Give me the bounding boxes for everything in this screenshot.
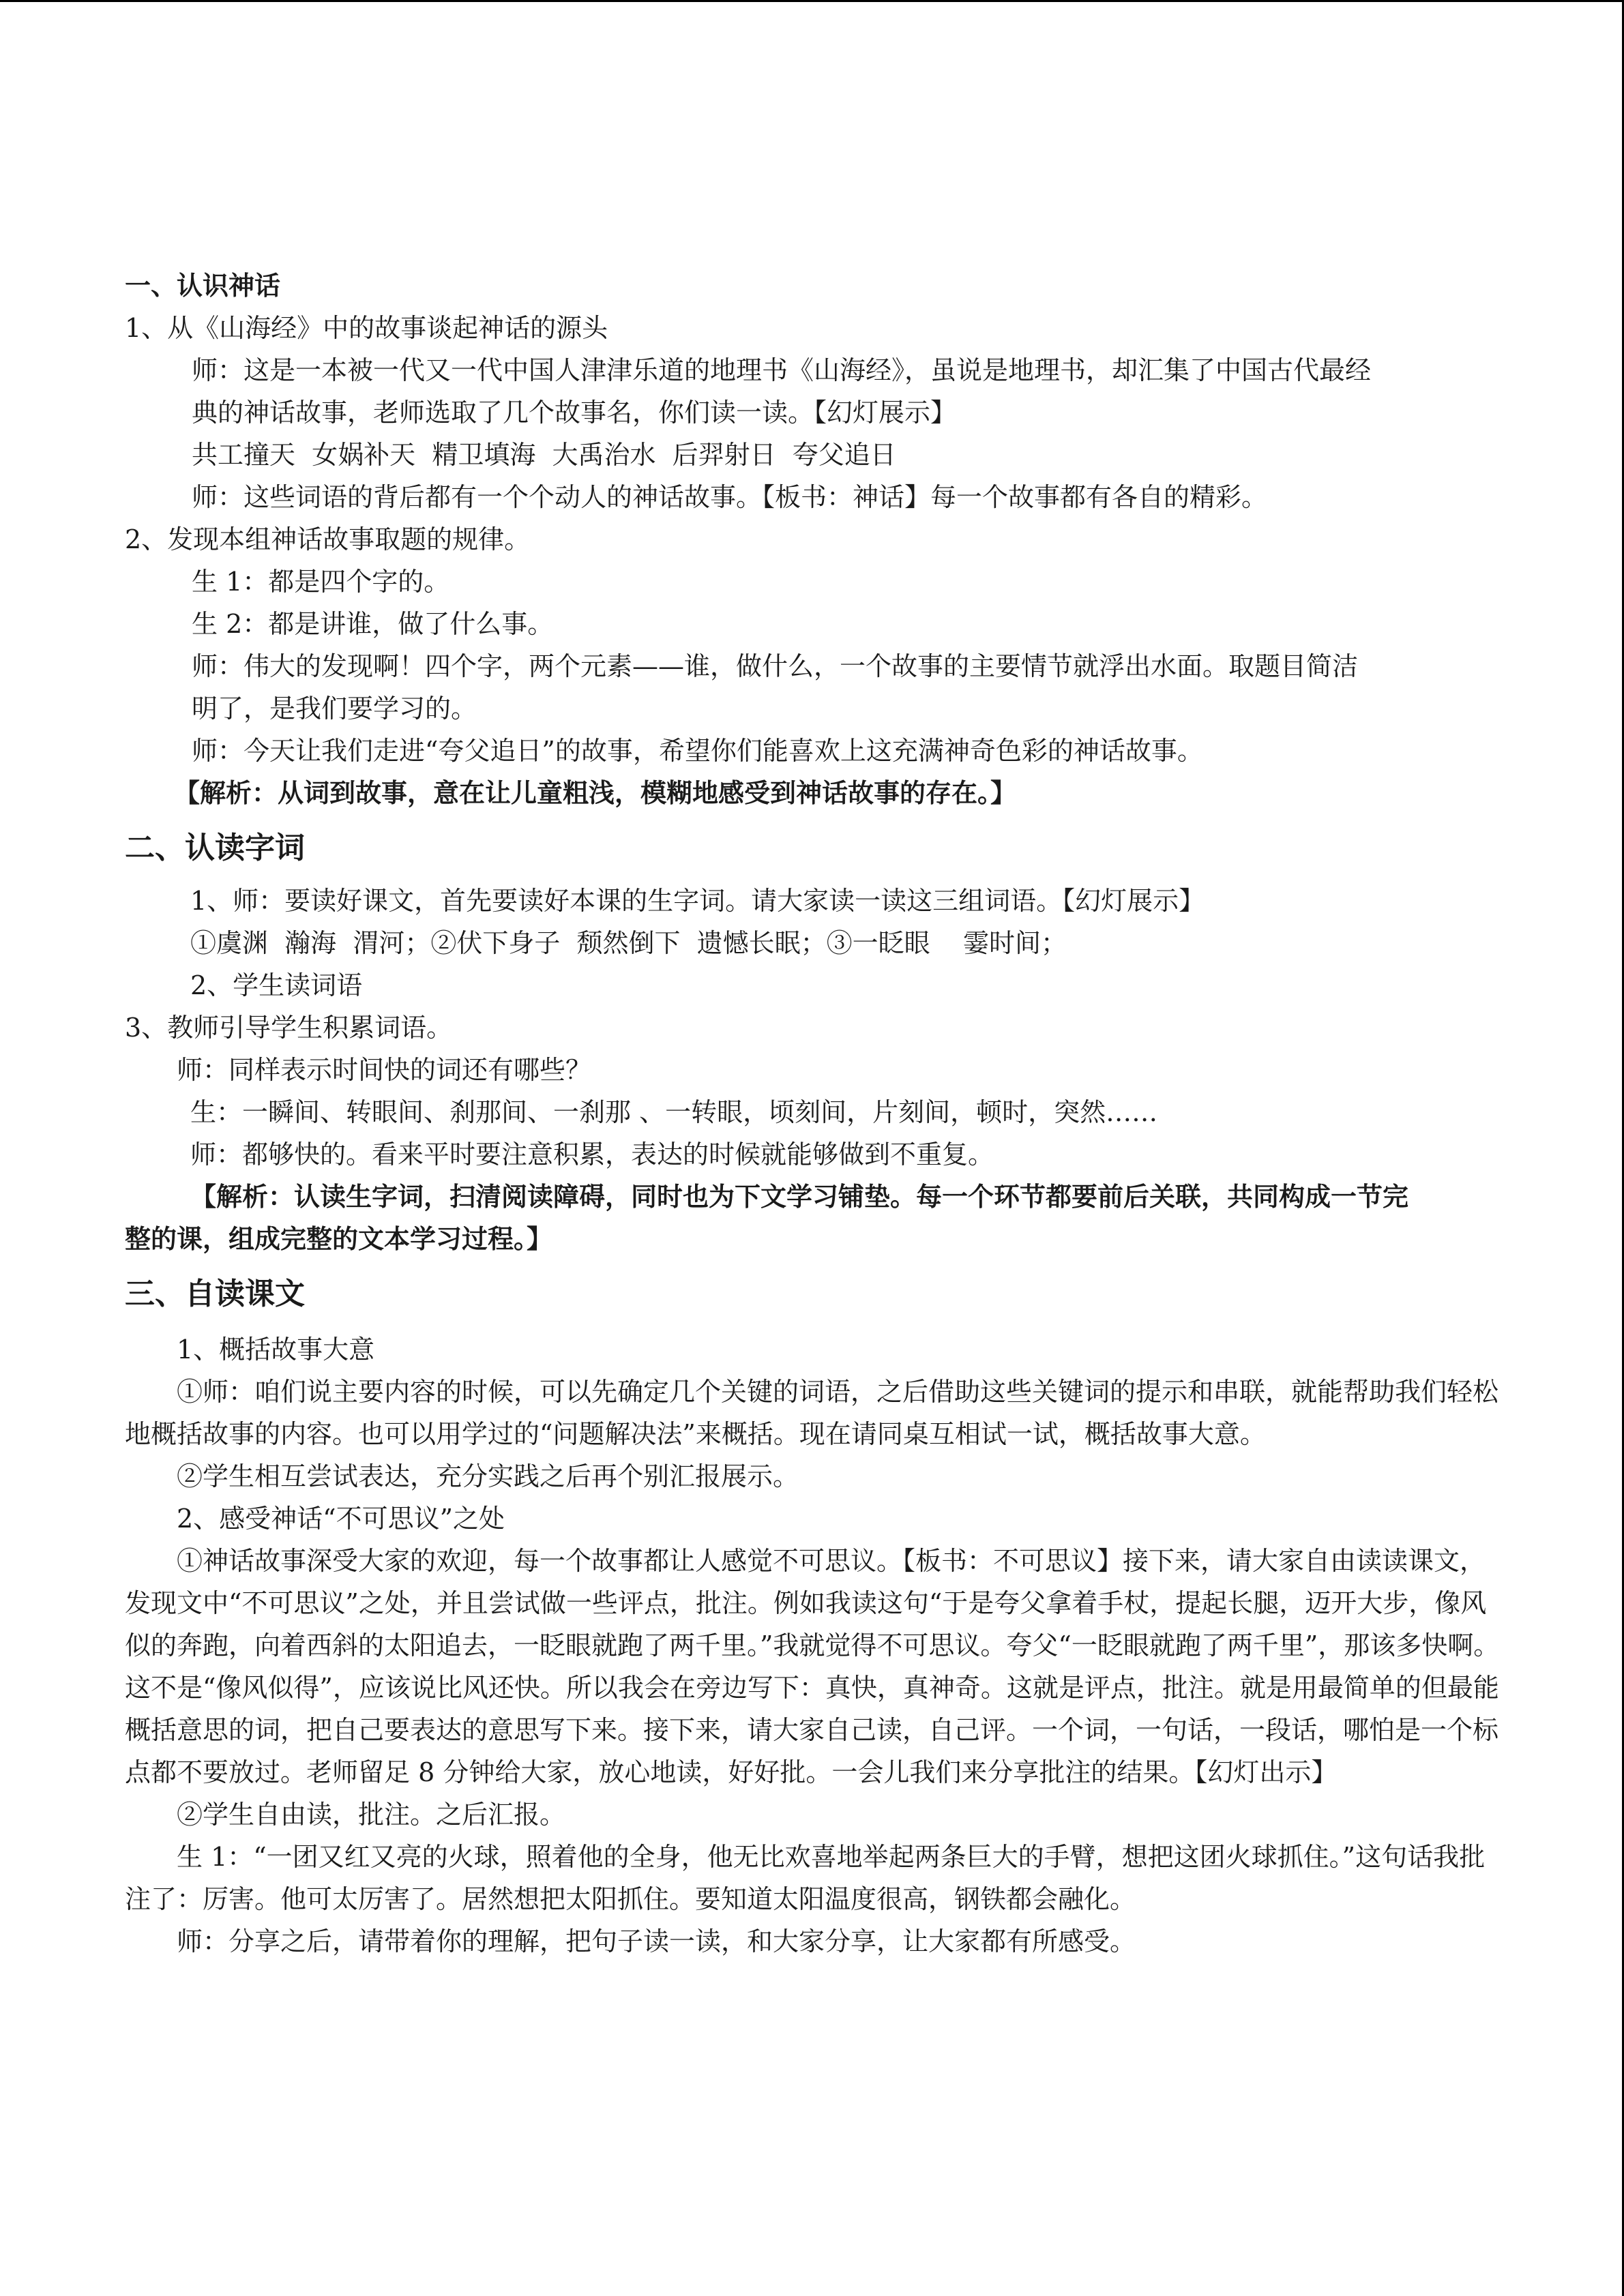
analysis-note: 【解析：从词到故事，意在让儿童粗浅，模糊地感受到神话故事的存在。】 bbox=[174, 778, 1017, 808]
teacher-line: 师：同样表示时间快的词还有哪些？ bbox=[177, 1055, 592, 1085]
teacher-line: 师：都够快的。看来平时要注意积累，表达的时候就能够做到不重复。 bbox=[190, 1139, 994, 1169]
section-heading-3: 三、自读课文 bbox=[125, 1277, 305, 1311]
story-names: 共工撞天 女娲补天 精卫填海 大禹治水 后羿射日 夸父追日 bbox=[192, 440, 896, 470]
page-border-top bbox=[0, 0, 1624, 2]
teacher-line: 师：这些词语的背后都有一个个动人的神话故事。【板书：神话】每一个故事都有各自的精彩。 bbox=[192, 482, 1268, 512]
item-line: 1、概括故事大意 bbox=[177, 1335, 375, 1365]
section-heading-2: 二、认读字词 bbox=[125, 831, 305, 865]
analysis-note-cont: 整的课，组成完整的文本学习过程。】 bbox=[125, 1224, 553, 1254]
student-paragraph: 生 1：“一团又红又亮的火球，照着他的全身，他无比欢喜地举起两条巨大的手臂，想把这团火球抓住。”这句话我批注了：厉害。他可太厉害了。居然想把太阳抓住。要知道太阳温度很高，钢铁都会融化。 bbox=[125, 1842, 1486, 1914]
teacher-line-cont: 典的神话故事，老师选取了几个故事名，你们读一读。【幻灯展示】 bbox=[192, 398, 957, 428]
item-heading: 3、教师引导学生积累词语。 bbox=[125, 1013, 453, 1043]
teacher-line-cont: 明了，是我们要学习的。 bbox=[192, 694, 477, 724]
document-page bbox=[125, 265, 1509, 1963]
item-line: 2、学生读词语 bbox=[190, 970, 363, 1000]
teacher-line: 师：今天让我们走进“夸父追日”的故事，希望你们能喜欢上这充满神奇色彩的神话故事。 bbox=[192, 736, 1203, 766]
paragraph: ②学生相互尝试表达，充分实践之后再个别汇报展示。 bbox=[177, 1461, 799, 1491]
teacher-line: 师：伟大的发现啊！四个字，两个元素——谁，做什么，一个故事的主要情节就浮出水面。取题目简洁 bbox=[192, 651, 1359, 681]
item-heading: 1、从《山海经》中的故事谈起神话的源头 bbox=[125, 313, 608, 343]
item-heading: 2、发现本组神话故事取题的规律。 bbox=[125, 524, 531, 554]
student-line: 生 1：都是四个字的。 bbox=[192, 567, 450, 597]
analysis-note: 【解析：认读生字词，扫清阅读障碍，同时也为下文学习铺垫。每一个环节都要前后关联，共同构成一节完 bbox=[190, 1182, 1409, 1212]
teacher-line: 师：这是一本被一代又一代中国人津津乐道的地理书《山海经》，虽说是地理书，却汇集了中国古代最经 bbox=[192, 355, 1372, 385]
student-line: 生 2：都是讲谁，做了什么事。 bbox=[192, 609, 554, 639]
teacher-line: 师：分享之后，请带着你的理解，把句子读一读，和大家分享，让大家都有所感受。 bbox=[177, 1926, 1136, 1956]
paragraph: ②学生自由读，批注。之后汇报。 bbox=[177, 1800, 566, 1830]
vocab-groups: ①虞渊 瀚海 渭河；②伏下身子 颓然倒下 遗憾长眠；③一眨眼 霎时间； bbox=[190, 928, 1067, 958]
item-line: 2、感受神话“不可思议”之处 bbox=[177, 1504, 505, 1534]
paragraph: ①师：咱们说主要内容的时候，可以先确定几个关键的词语，之后借助这些关键词的提示和串联，就能帮助我们轻松地概括故事的内容。也可以用学过的“问题解决法”来概括。现在请同桌互相试一试，概括故事大意。 bbox=[125, 1377, 1499, 1449]
paragraph: ①神话故事深受大家的欢迎，每一个故事都让人感觉不可思议。【板书：不可思议】接下来，请大家自由读读课文，发现文中“不可思议”之处，并且尝试做一些评点，批注。例如我读这句“于是夸父拿着手杖，提起长腿，迈开大步，像风似的奔跑，向着西斜的太阳追去，一眨眼就跑了两千里。”我就觉得不可思议。夸父“一眨眼就跑了两千里”，那该多快啊。这不是“像风似得”，应该说比风还快。所以我会在旁边写下：真快，真神奇。这就是评点，批注。就是用最简单的但最能概括意思的词，把自己要表达的意思写下来。接下来，请大家自己读，自己评。一个词，一句话，一段话，哪怕是一个标点都不要放过。老师留足 8 分钟给大家，放心地读，好好批。一会儿我们来分享批注的结果。【幻灯出示】 bbox=[125, 1546, 1500, 1787]
student-line: 生：一瞬间、转眼间、刹那间、一刹那 、一转眼，顷刻间，片刻间，顿时，突然…… bbox=[190, 1097, 1158, 1127]
section-heading-1: 一、认识神话 bbox=[125, 271, 281, 301]
item-line: 1、师：要读好课文，首先要读好本课的生字词。请大家读一读这三组词语。【幻灯展示】 bbox=[190, 886, 1205, 916]
